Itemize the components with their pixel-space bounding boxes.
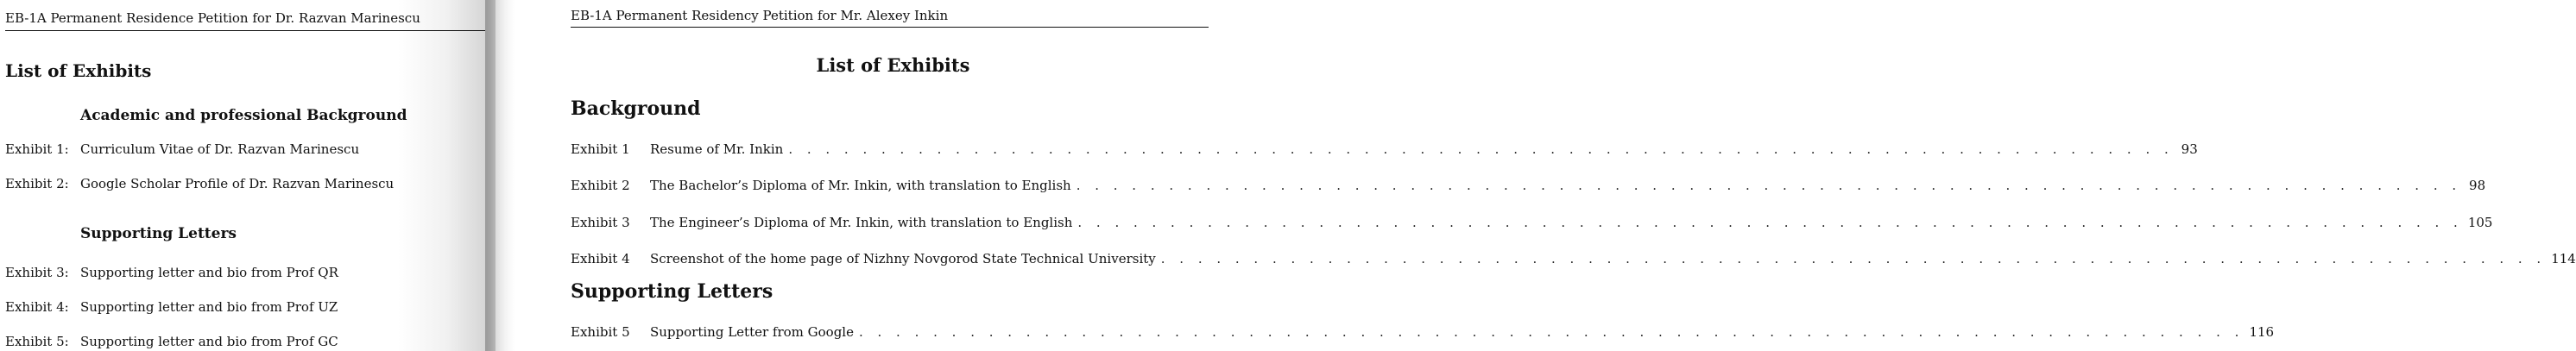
leader-dots: . . . . . . . . . . . . . . . . . . . . . . . . . . . . . . . . . . . . . . . . . . . . . . . . . . . . . . . . . . . . . . . . . . . . . . . . . . . <box>858 324 2245 340</box>
exhibit-label: Exhibit 5 <box>571 324 630 340</box>
exhibit-label: Exhibit 5: <box>5 334 69 349</box>
exhibit-text: The Bachelor’s Diploma of Mr. Inkin, with translation to English <box>650 178 1071 193</box>
left-exhibit-row <box>5 265 338 280</box>
page-number: 98 <box>2469 178 2486 193</box>
exhibit-label: Exhibit 1 <box>571 141 630 157</box>
left-running-header: EB-1A Permanent Residence Petition for Dr. Razvan Marinescu <box>5 10 420 26</box>
left-section-heading: Academic and professional Background <box>80 107 407 124</box>
right-section-heading: Supporting Letters <box>571 280 773 303</box>
toc-row <box>571 215 2493 230</box>
toc-row <box>571 178 2486 193</box>
left-exhibit-row <box>5 141 359 157</box>
left-section-heading: Supporting Letters <box>80 225 237 242</box>
page-gutter-shadow <box>496 0 515 351</box>
left-list-title: List of Exhibits <box>5 60 152 81</box>
right-running-header: EB-1A Permanent Residency Petition for Mr. Alexey Inkin <box>571 8 949 23</box>
left-exhibit-row <box>5 299 338 315</box>
page-number: 93 <box>2181 141 2198 157</box>
leader-dots: . . . . . . . . . . . . . . . . . . . . . . . . . . . . . . . . . . . . . . . . . . . . . . . . . . . . . . . . . . . . . . . . . . . . . . . . . . . <box>1077 215 2463 230</box>
page-number: 116 <box>2249 324 2275 340</box>
leader-dots: . . . . . . . . . . . . . . . . . . . . . . . . . . . . . . . . . . . . . . . . . . . . . . . . . . . . . . . . . . . . . . . . . . . . . . . . . . . <box>788 141 2174 157</box>
exhibit-text: Screenshot of the home page of Nizhny Novgorod State Technical University <box>650 251 1156 266</box>
exhibit-label: Exhibit 2 <box>571 178 630 193</box>
exhibit-text: Supporting Letter from Google <box>650 324 854 340</box>
exhibit-label: Exhibit 1: <box>5 141 69 157</box>
exhibit-label: Exhibit 4: <box>5 299 69 315</box>
left-header-rule <box>5 30 485 31</box>
toc-row <box>571 324 2275 340</box>
right-page <box>515 0 2576 351</box>
right-header-rule <box>571 27 1209 28</box>
exhibit-text: Google Scholar Profile of Dr. Razvan Marinescu <box>80 176 395 191</box>
leader-dots: . . . . . . . . . . . . . . . . . . . . . . . . . . . . . . . . . . . . . . . . . . . . . . . . . . . . . . . . . . . . . . . . . . . . . . . . . . . <box>1160 251 2547 266</box>
toc-row <box>571 141 2198 157</box>
page-number: 105 <box>2467 215 2493 230</box>
exhibit-text: Supporting letter and bio from Prof QR <box>80 265 338 280</box>
left-page <box>0 0 485 351</box>
exhibit-text: Supporting letter and bio from Prof UZ <box>80 299 338 315</box>
exhibit-text: The Engineer’s Diploma of Mr. Inkin, with translation to English <box>650 215 1073 230</box>
exhibit-label: Exhibit 3 <box>571 215 630 230</box>
exhibit-label: Exhibit 3: <box>5 265 69 280</box>
right-section-heading: Background <box>571 97 701 120</box>
left-exhibit-row <box>5 176 394 191</box>
exhibit-label: Exhibit 4 <box>571 251 630 266</box>
exhibit-label: Exhibit 2: <box>5 176 69 191</box>
exhibit-text: Curriculum Vitae of Dr. Razvan Marinescu <box>80 141 360 157</box>
leader-dots: . . . . . . . . . . . . . . . . . . . . . . . . . . . . . . . . . . . . . . . . . . . . . . . . . . . . . . . . . . . . . . . . . . . . . . . . . . . <box>1076 178 2462 193</box>
toc-row <box>571 251 2576 266</box>
exhibit-text: Resume of Mr. Inkin <box>650 141 784 157</box>
page-gutter <box>485 0 496 351</box>
left-exhibit-row <box>5 334 338 349</box>
page-number: 114 <box>2551 251 2576 266</box>
exhibit-text: Supporting letter and bio from Prof GC <box>80 334 338 349</box>
right-list-title: List of Exhibits <box>816 54 970 76</box>
